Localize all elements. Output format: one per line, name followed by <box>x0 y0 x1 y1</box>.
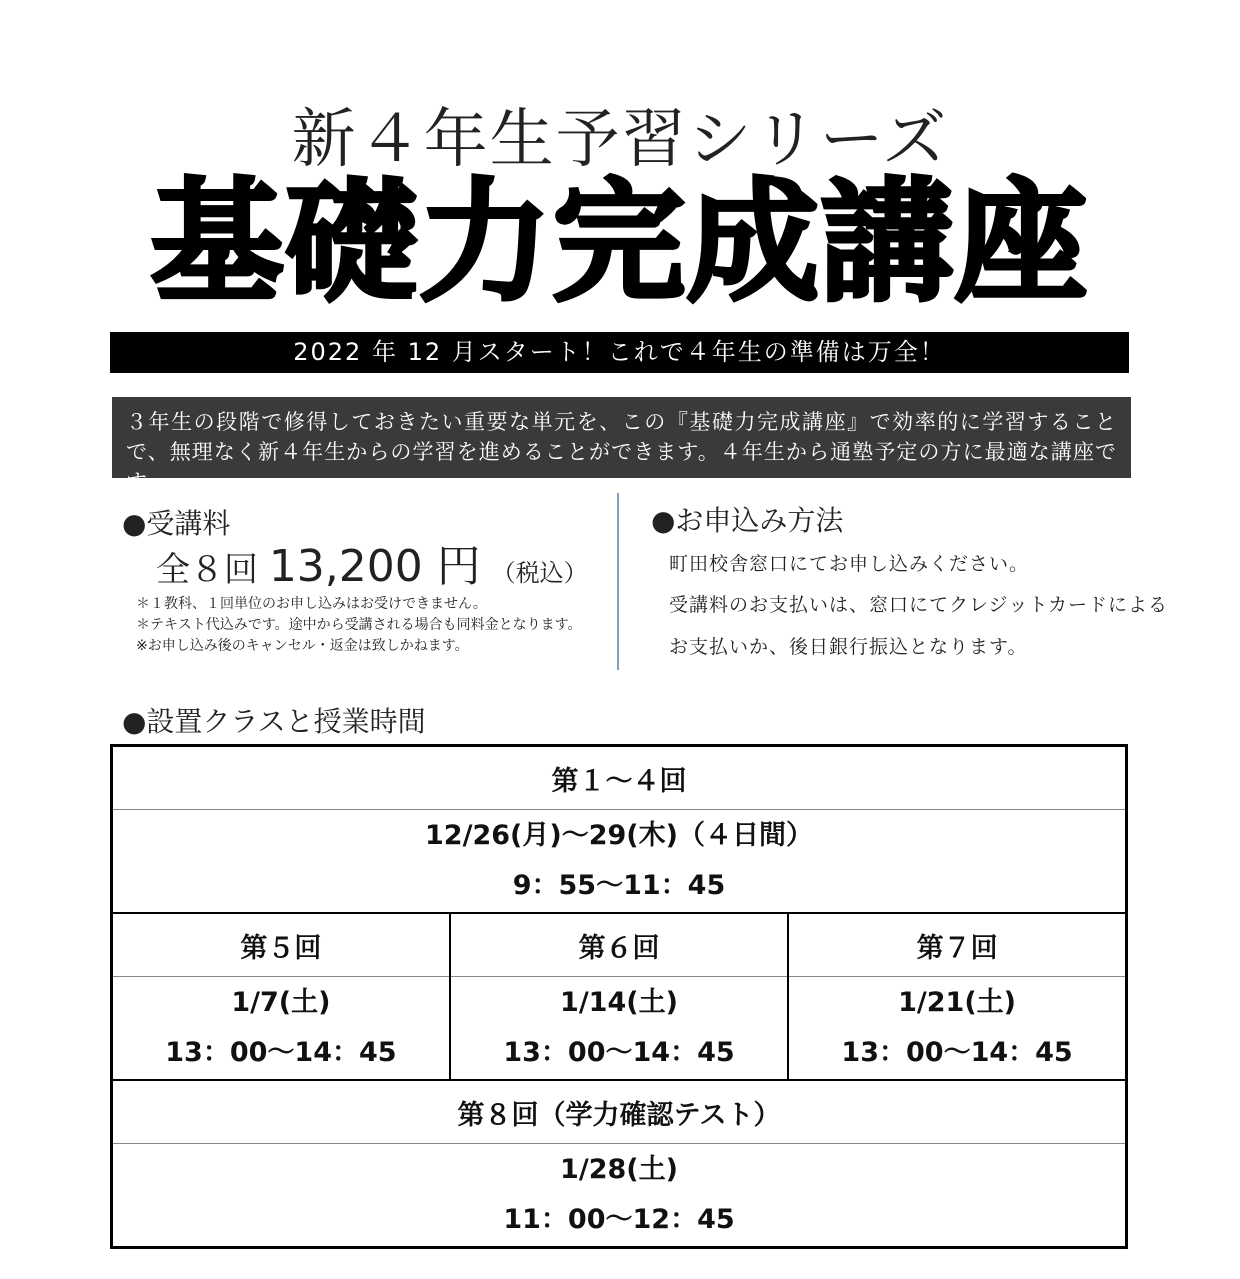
session-date: 12/26(月)～29(木)（４日間） <box>425 820 813 851</box>
fee-note: ＊テキスト代込みです。途中から受講される場合も同料金となります。 <box>136 617 582 633</box>
session-datetime <box>112 1144 1127 1248</box>
session-label: 第５回 <box>112 913 450 977</box>
table-row <box>112 746 1127 810</box>
application-line: お支払いか、後日銀行振込となります。 <box>669 636 1028 658</box>
table-row <box>112 1080 1127 1144</box>
session-date: 1/7(土) <box>231 987 331 1018</box>
fee-count: 全８回 <box>156 550 258 590</box>
fee-line <box>156 541 588 596</box>
course-title: 基礎力完成講座 <box>151 166 1089 320</box>
session-time: 13：00～14：45 <box>165 1037 397 1068</box>
table-row <box>112 977 1127 1081</box>
table-row <box>112 810 1127 914</box>
table-row <box>112 913 1127 977</box>
intro-text: ３年生の段階で修得しておきたい重要な単元を、この『基礎力完成講座』で効率的に学習することで、無理なく新４年生からの学習を進めることができます。４年生から通塾予定の方に最適な講座です。 <box>112 397 1131 478</box>
course-subtitle: 新４年生予習シリーズ <box>291 103 949 177</box>
session-datetime <box>112 977 450 1081</box>
session-time: 13：00～14：45 <box>503 1037 735 1068</box>
session-label: 第８回（学力確認テスト） <box>112 1080 1127 1144</box>
session-date: 1/21(土) <box>898 987 1017 1018</box>
start-banner: 2022 年 12 月スタート！これで４年生の準備は万全！ <box>110 332 1129 373</box>
session-label: 第６回 <box>450 913 788 977</box>
session-time: 13：00～14：45 <box>841 1037 1073 1068</box>
schedule-heading: ●設置クラスと授業時間 <box>122 705 426 738</box>
session-datetime <box>112 810 1127 914</box>
fee-amount: 13,200 円 <box>268 541 481 592</box>
fee-note: ＊１教科、１回単位のお申し込みはお受けできません。 <box>136 596 487 612</box>
fee-note: ※お申し込み後のキャンセル・返金は致しかねます。 <box>136 638 469 654</box>
fee-heading: ●受講料 <box>122 507 231 540</box>
table-row <box>112 1144 1127 1248</box>
application-heading: ●お申込み方法 <box>651 504 844 537</box>
session-label: 第７回 <box>788 913 1126 977</box>
application-line: 受講料のお支払いは、窓口にてクレジットカードによる <box>669 594 1168 616</box>
session-datetime <box>450 977 788 1081</box>
session-date: 1/14(土) <box>560 987 678 1018</box>
section-divider <box>617 493 619 670</box>
session-time: 11：00～12：45 <box>503 1204 735 1235</box>
session-datetime <box>788 977 1126 1081</box>
fee-tax: （税込） <box>491 559 588 587</box>
application-line: 町田校舎窓口にてお申し込みください。 <box>669 553 1030 575</box>
schedule-table <box>110 744 1128 1249</box>
session-date: 1/28(土) <box>560 1154 678 1185</box>
session-time: 9：55～11：45 <box>512 870 726 901</box>
session-label: 第１～４回 <box>551 765 687 797</box>
